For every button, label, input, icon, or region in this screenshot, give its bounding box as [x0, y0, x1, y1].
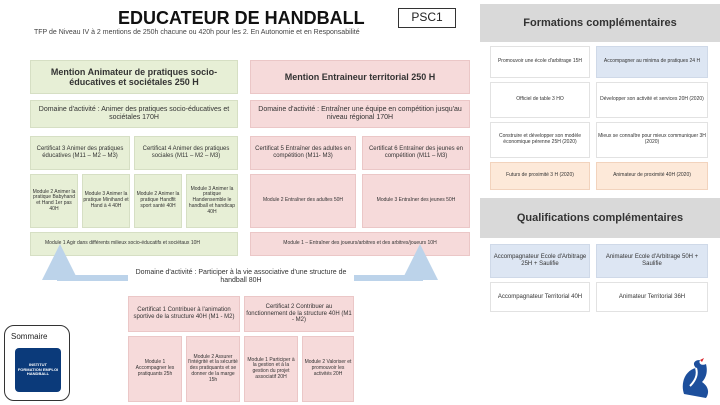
mention-entraineur: Mention Entraineur territorial 250 H	[250, 60, 470, 94]
domaine-participer: Domaine d'activité : Participer à la vie associative d'une structure de handball 80H	[128, 265, 354, 289]
certificat-6: Certificat 6 Entraîner des jeunes en compétition (M11 – M3)	[362, 136, 470, 170]
mention-animateur: Mention Animateur de pratiques socio-éducatives et sociétales 250 H	[30, 60, 238, 94]
qualification-item: Animateur Territorial 36H	[596, 282, 708, 312]
module-c4-a: Module 2 Animer la pratique Handfit sport santé 40H	[134, 174, 182, 228]
formation-item: Mieux se connaître pour mieux communiquer 3H (2020)	[596, 122, 708, 158]
right-panel	[478, 0, 720, 405]
certificat-1: Certificat 1 Contribuer à l'animation sportive de la structure 40H (M1 - M2)	[128, 296, 240, 332]
module-c5: Module 2 Entraîner des adultes 50H	[250, 174, 356, 228]
module-c1-b: Module 2 Assurer l'intégrité et la sécurité des pratiquants et se donner de la marge 15h	[186, 336, 240, 402]
formation-item: Accompagner au minima de pratiques 24 H	[596, 46, 708, 78]
qualification-item: Animateur Ecole d'Arbitrage 50H + Saulifie	[596, 244, 708, 278]
certificat-3: Certificat 3 Animer des pratiques éducatives (M11 – M2 – M3)	[30, 136, 130, 170]
module-c4-b: Module 3 Animer la pratique Handensemble le handball et handicap 40H	[186, 174, 238, 228]
arrow-left	[60, 262, 128, 278]
certificat-2: Certificat 2 Contribuer au fonctionnement de la structure 40H (M1 - M2)	[244, 296, 354, 332]
formation-item: Futurs de proximité 3 H (2020)	[490, 162, 590, 190]
qualifications-header: Qualifications complémentaires	[480, 198, 720, 238]
formation-item: Promouvoir une école d'arbitrage 15H	[490, 46, 590, 78]
module-c2-b: Module 2 Valoriser et promouvoir les activités 20H	[302, 336, 354, 402]
institut-logo: INSTITUT FORMATION EMPLOI HANDBALL	[15, 348, 61, 392]
module-c2-a: Module 1 Participer à la gestion et à la gestion du projet associatif 20H	[244, 336, 298, 402]
qualification-item: Accompagnateur Ecole d'Arbitrage 25H + Saulifie	[490, 244, 590, 278]
certificat-5: Certificat 5 Entraîner des adultes en compétition (M11- M3)	[250, 136, 356, 170]
module1-entrainer: Module 1 – Entraîner des joueurs/arbitres et des arbitres/joueurs 10H	[250, 232, 470, 256]
module-c3-b: Module 3 Animer la pratique Minihand et Hand à 4 40H	[82, 174, 130, 228]
formation-item: Animateur de proximité 40H (2020)	[596, 162, 708, 190]
module-c1-a: Module 1 Accompagner les pratiquants 25h	[128, 336, 182, 402]
sommaire-label: Sommaire	[11, 332, 48, 341]
domaine-entrainer: Domaine d'activité : Entraîner une équipe en compétition jusqu'au niveau régional 170H	[250, 100, 470, 128]
formation-item: Construire et développer son modèle économique pérenne 25H (2020)	[490, 122, 590, 158]
subtitle: TFP de Niveau IV à 2 mentions de 250h chacune ou 420h pour les 2. En Autonomie et en Responsabilité	[34, 29, 360, 36]
domaine-animer: Domaine d'activité : Animer des pratiques socio-éducatives et sociétales 170H	[30, 100, 238, 128]
module1-animer: Module 1 Agir dans différents milieux socio-éducatifs et sociétaux 10H	[30, 232, 238, 256]
main-title: EDUCATEUR DE HANDBALL	[118, 8, 365, 28]
rooster-icon	[676, 356, 716, 400]
psc1-badge: PSC1	[398, 8, 456, 28]
qualification-item: Accompagnateur Territorial 40H	[490, 282, 590, 312]
formation-item: Officiel de table 3 HO	[490, 82, 590, 118]
module-c6: Module 3 Entraîner des jeunes 50H	[362, 174, 470, 228]
module-c3-a: Module 2 Animer la pratique Babyhand et Hand 1er pas 40H	[30, 174, 78, 228]
sommaire-box[interactable]	[4, 325, 70, 401]
formation-item: Développer son activité et services 20H (2020)	[596, 82, 708, 118]
certificat-4: Certificat 4 Animer des pratiques sociales (M11 – M2 – M3)	[134, 136, 238, 170]
arrow-right	[354, 262, 420, 278]
formations-header: Formations complémentaires	[480, 4, 720, 42]
